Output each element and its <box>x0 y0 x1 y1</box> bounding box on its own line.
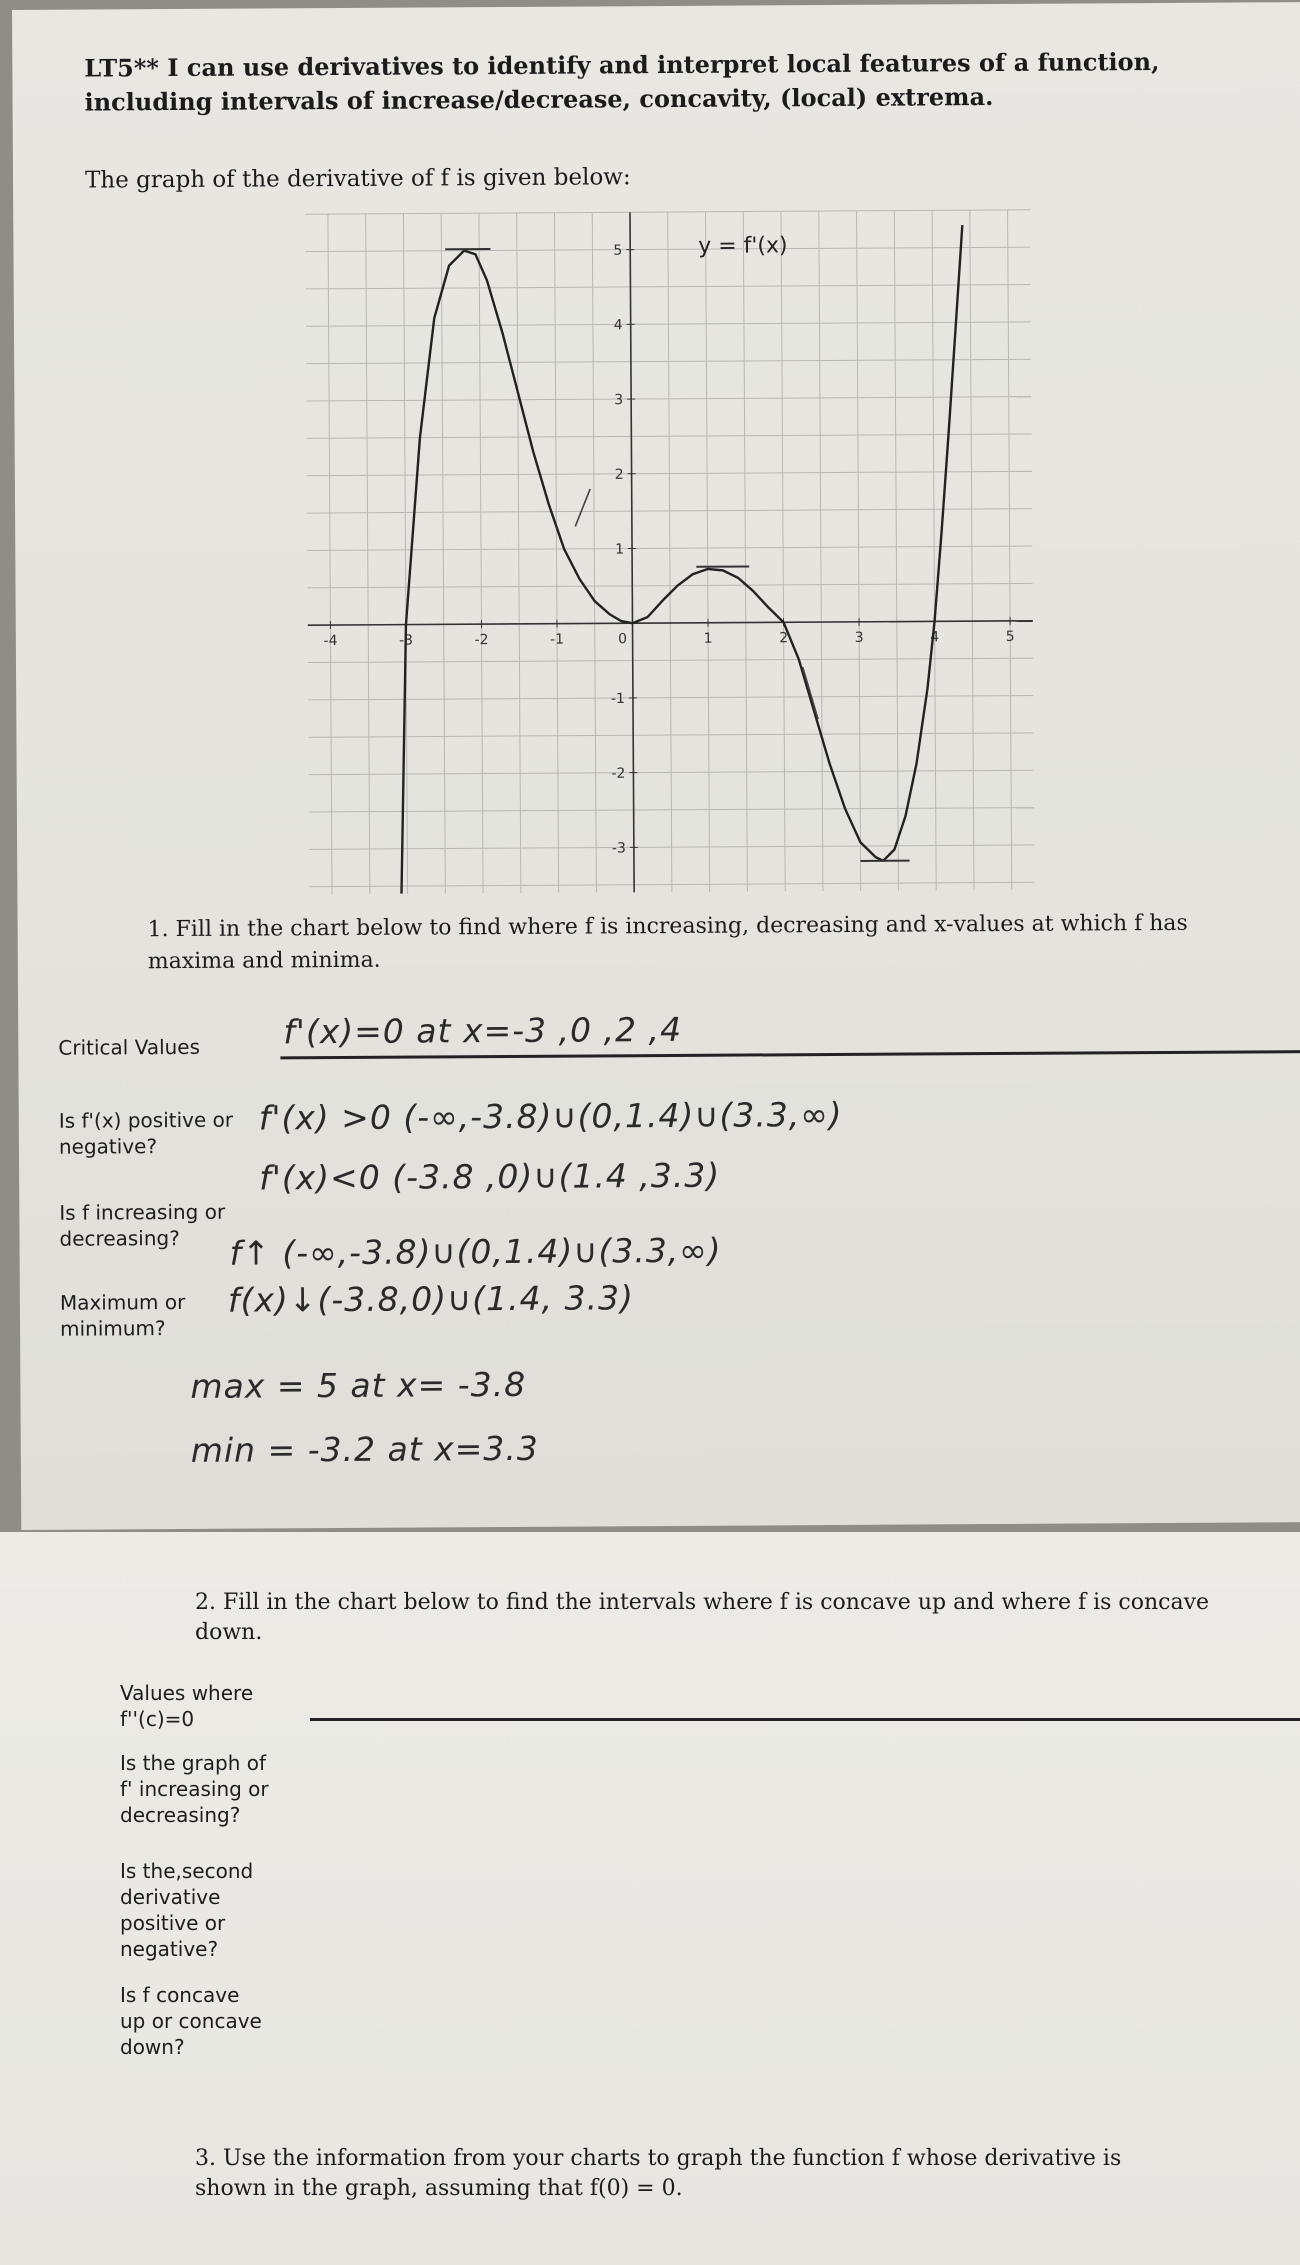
grid-line-vertical <box>1008 210 1012 890</box>
y-tick-label: 1 <box>615 541 625 558</box>
question-1-text: 1. Fill in the chart below to find where f is increasing, decreasing and x-values at which f has maxima and minima. <box>147 910 1188 975</box>
x-tick-label: 2 <box>779 630 789 647</box>
second-derivative-zero-line <box>310 1718 1300 1721</box>
graph-grid <box>305 210 1034 894</box>
increasing-interval-answer: f↑ (-∞,-3.8)∪(0,1.4)∪(3.3,∞) <box>229 1230 722 1273</box>
x-tick-label: 1 <box>703 630 713 647</box>
max-min-label: Maximum or minimum? <box>59 1289 186 1341</box>
grid-line-vertical <box>668 212 672 892</box>
tangent-mark-inflection <box>575 489 590 526</box>
grid-line-vertical <box>366 214 370 894</box>
grid-line-vertical <box>932 210 936 890</box>
x-tick-label: -1 <box>550 631 565 648</box>
fprime-trend-label: Is the graph of f' increasing or decreasing? <box>120 1751 269 1827</box>
question-3-text: 3. Use the information from your charts to graph the function f whose derivative is shown in the graph, assuming that f(0) = 0. <box>195 2146 1122 2201</box>
y-tick-label: -2 <box>611 765 626 782</box>
grid-line-vertical <box>970 210 974 890</box>
y-tick-label: 5 <box>613 242 623 259</box>
worksheet-page-1 <box>12 2 1300 1530</box>
y-tick-label: 3 <box>614 392 624 409</box>
grid-line-vertical <box>857 211 861 891</box>
worksheet-page-2 <box>0 1532 1300 2265</box>
positive-interval-answer: f'(x) >0 (-∞,-3.8)∪(0,1.4)∪(3.3,∞) <box>258 1094 843 1138</box>
y-axis <box>630 212 634 892</box>
critical-values-label: Critical Values <box>58 1034 201 1060</box>
y-tick-label: -3 <box>611 840 626 857</box>
grid-line-vertical <box>479 213 483 893</box>
grid-line-vertical <box>441 213 445 893</box>
tangent-mark-inflection <box>803 667 818 719</box>
grid-line-vertical <box>781 211 785 891</box>
grid-line-vertical <box>517 213 521 893</box>
graph-intro-text: The graph of the derivative of f is given below: <box>84 164 631 194</box>
x-tick-label: 3 <box>854 629 864 646</box>
y-tick-label: -1 <box>610 690 626 708</box>
increasing-decreasing-label: Is f increasing or decreasing? <box>59 1199 226 1251</box>
second-derivative-zero-label: Values where f''(c)=0 <box>120 1681 254 1731</box>
graph-title: y = f'(x) <box>698 233 788 259</box>
grid-line-vertical <box>554 213 558 893</box>
negative-interval-answer: f'(x)<0 (-3.8 ,0)∪(1.4 ,3.3) <box>259 1155 721 1198</box>
grid-line-vertical <box>819 211 823 891</box>
x-tick-label: -2 <box>474 632 489 649</box>
grid-line-vertical <box>706 212 710 892</box>
critical-values-answer: f'(x)=0 at x=-3 ,0 ,2 ,4 <box>283 1009 683 1052</box>
grid-line-vertical <box>894 211 898 891</box>
decreasing-interval-answer: f(x)↓(-3.8,0)∪(1.4, 3.3) <box>227 1278 635 1320</box>
question-2-text: 2. Fill in the chart below to find the intervals where f is concave up and where f is concave down. <box>195 1590 1210 1645</box>
x-tick-label: 4 <box>930 629 940 646</box>
y-tick-label: 4 <box>613 317 623 334</box>
positive-negative-label: Is f'(x) positive or negative? <box>58 1107 234 1159</box>
grid-line-vertical <box>743 212 747 892</box>
x-tick-label: -3 <box>399 632 414 649</box>
grid-line-vertical <box>592 212 596 892</box>
x-tick-label: -4 <box>323 633 338 650</box>
critical-values-line <box>280 1050 1300 1059</box>
x-tick-label: 0 <box>618 631 628 648</box>
concavity-label: Is f concave up or concave down? <box>120 1983 262 2059</box>
y-tick-label: 2 <box>614 466 624 483</box>
learning-target-header: LT5** I can use derivatives to identify and interpret local features of a function, including intervals of increase/decrease, concavity, (local) extrema. <box>84 46 1160 117</box>
derivative-graph <box>295 200 1044 905</box>
maximum-answer: max = 5 at x= -3.8 <box>190 1364 527 1406</box>
second-derivative-sign-label: Is the,second derivative positive or negative? <box>120 1859 254 1961</box>
grid-line-vertical <box>328 214 332 894</box>
minimum-answer: min = -3.2 at x=3.3 <box>190 1428 539 1470</box>
x-tick-label: 5 <box>1005 628 1015 645</box>
